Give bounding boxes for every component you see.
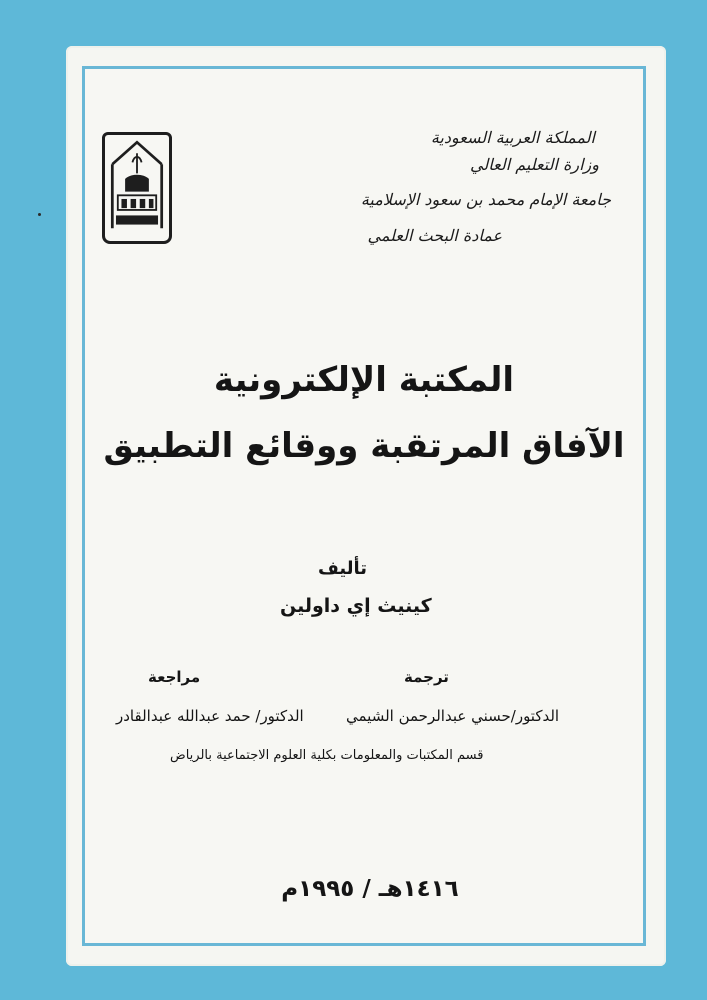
header-line-deanship: عمادة البحث العلمي [367,226,502,245]
header-line-kingdom: المملكة العربية السعودية [430,128,595,147]
reviewer-name: الدكتور/ حمد عبدالله عبدالقادر [116,707,304,725]
print-speck [38,213,41,216]
publication-date: ١٤١٦هـ / ١٩٩٥م [281,876,459,902]
author-label: تأليف [318,558,368,579]
university-logo [102,132,172,244]
department-line: قسم المكتبات والمعلومات بكلية العلوم الاجتماعية بالرياض [170,748,484,763]
translation-label: ترجمة [404,668,449,686]
book-title-line1: المكتبة الإلكترونية [213,360,515,400]
header-line-ministry: وزارة التعليم العالي [470,155,599,174]
translator-name: الدكتور/حسني عبدالرحمن الشيمي [346,707,560,725]
review-label: مراجعة [148,668,201,686]
book-title-line2: الآفاق المرتقبة ووقائع التطبيق [103,426,625,466]
author-name: كينيث إي داولين [280,595,432,617]
header-line-university: جامعة الإمام محمد بن سعود الإسلامية [360,190,611,209]
